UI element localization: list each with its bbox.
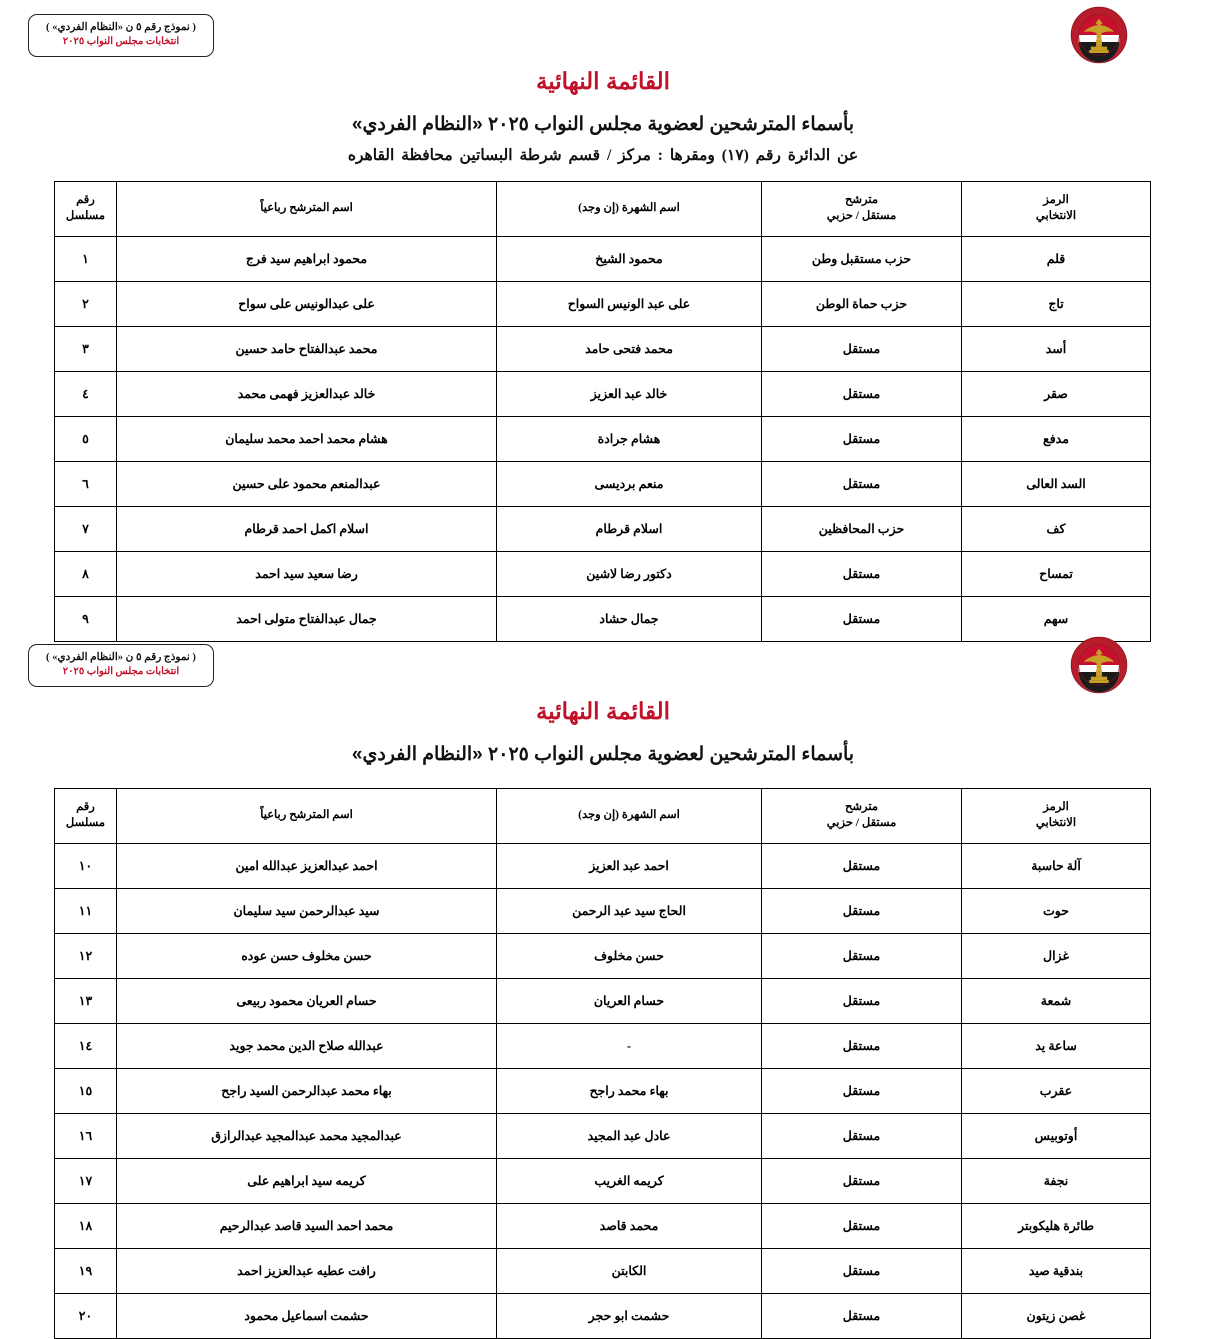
candidate-full-name: عبدالمجيد محمد عبدالمجيد عبدالرازق xyxy=(117,1114,497,1159)
candidates-table-2 xyxy=(54,788,1151,1339)
candidate-sequence-number: ١٧ xyxy=(55,1159,117,1204)
table-row xyxy=(55,417,1151,462)
candidate-symbol: مدفع xyxy=(962,417,1151,462)
candidate-symbol: غزال xyxy=(962,934,1151,979)
candidate-affiliation: مستقل xyxy=(762,844,962,889)
column-header-affiliation-line-2: مستقل / حزبي xyxy=(826,817,897,829)
table-row xyxy=(55,1024,1151,1069)
candidate-symbol: شمعة xyxy=(962,979,1151,1024)
column-header-fame-name: اسم الشهرة (إن وجد) xyxy=(497,789,762,844)
candidate-fame-name: كريمه الغريب xyxy=(497,1159,762,1204)
table-row xyxy=(55,282,1151,327)
district-line: عن الدائرة رقم (١٧) ومقرها : مركز / قسم شرطة البساتين محافظة القاهره xyxy=(347,147,859,164)
candidate-fame-name: عادل عبد المجيد xyxy=(497,1114,762,1159)
page-subtitle-1: بأسماء المترشحين لعضوية مجلس النواب ٢٠٢٥ «النظام الفردي» xyxy=(351,114,855,135)
candidate-sequence-number: ٩ xyxy=(55,597,117,642)
table-head-1 xyxy=(55,182,1151,237)
form-number-stamp-2 xyxy=(28,644,214,687)
candidate-sequence-number: ١ xyxy=(55,237,117,282)
candidate-fame-name: الحاج سيد عبد الرحمن xyxy=(497,889,762,934)
candidate-full-name: رضا سعيد سيد احمد xyxy=(117,552,497,597)
column-header-sequence xyxy=(55,182,117,237)
column-header-sequence-line-1: رقم xyxy=(76,801,95,814)
candidate-fame-name: هشام جرادة xyxy=(497,417,762,462)
candidate-symbol: أسد xyxy=(962,327,1151,372)
column-header-symbol-line-2: الانتخابي xyxy=(1035,817,1077,829)
column-header-full-name: اسم المترشح رباعياً xyxy=(117,182,497,237)
candidate-symbol: غصن زيتون xyxy=(962,1294,1151,1339)
candidates-table-wrapper-2 xyxy=(0,788,1206,1339)
candidate-symbol: حوت xyxy=(962,889,1151,934)
candidate-full-name: عبدالله صلاح الدين محمد جويد xyxy=(117,1024,497,1069)
candidate-fame-name: دكتور رضا لاشين xyxy=(497,552,762,597)
candidate-affiliation: مستقل xyxy=(762,1159,962,1204)
candidate-full-name: رافت عطيه عبدالعزيز احمد xyxy=(117,1249,497,1294)
column-header-affiliation xyxy=(762,182,962,237)
candidate-sequence-number: ١٦ xyxy=(55,1114,117,1159)
national-election-authority-logo-icon xyxy=(1070,6,1128,64)
candidate-fame-name: على عبد الونيس السواح xyxy=(497,282,762,327)
candidate-full-name: هشام محمد احمد محمد سليمان xyxy=(117,417,497,462)
candidate-full-name: على عبدالونيس على سواح xyxy=(117,282,497,327)
candidate-symbol: آلة حاسبة xyxy=(962,844,1151,889)
candidate-fame-name: محمد قاصد xyxy=(497,1204,762,1249)
candidate-symbol: السد العالى xyxy=(962,462,1151,507)
candidate-symbol: قلم xyxy=(962,237,1151,282)
table-row xyxy=(55,1204,1151,1249)
page-title-2: القائمة النهائية xyxy=(535,698,671,724)
sheet-header-1 xyxy=(0,0,1206,62)
table-row xyxy=(55,1114,1151,1159)
table-row xyxy=(55,1069,1151,1114)
candidate-affiliation: حزب حماة الوطن xyxy=(762,282,962,327)
candidate-sequence-number: ١٤ xyxy=(55,1024,117,1069)
column-header-symbol-line-1: الرمز xyxy=(1043,801,1069,814)
column-header-symbol-line-1: الرمز xyxy=(1043,194,1069,207)
candidate-affiliation: مستقل xyxy=(762,327,962,372)
document-page-1 xyxy=(0,0,1206,630)
column-header-sequence-line-2: مسلسل xyxy=(65,210,106,222)
column-header-sequence-line-2: مسلسل xyxy=(65,817,106,829)
candidate-fame-name: بهاء محمد راجح xyxy=(497,1069,762,1114)
candidate-sequence-number: ١٣ xyxy=(55,979,117,1024)
candidate-full-name: خالد عبدالعزيز فهمى محمد xyxy=(117,372,497,417)
candidate-sequence-number: ٨ xyxy=(55,552,117,597)
table-row xyxy=(55,934,1151,979)
candidate-fame-name: - xyxy=(497,1024,762,1069)
candidate-sequence-number: ١٨ xyxy=(55,1204,117,1249)
candidates-table-1 xyxy=(54,181,1151,642)
column-header-full-name: اسم المترشح رباعياً xyxy=(117,789,497,844)
column-header-affiliation xyxy=(762,789,962,844)
table-row xyxy=(55,844,1151,889)
candidate-symbol: بندقية صيد xyxy=(962,1249,1151,1294)
candidate-full-name: محمود ابراهيم سيد فرج xyxy=(117,237,497,282)
table-row xyxy=(55,552,1151,597)
column-header-fame-name: اسم الشهرة (إن وجد) xyxy=(497,182,762,237)
candidates-table-wrapper-1 xyxy=(0,181,1206,642)
candidate-symbol: عقرب xyxy=(962,1069,1151,1114)
candidate-full-name: محمد احمد السيد قاصد عبدالرحيم xyxy=(117,1204,497,1249)
table-header-row xyxy=(55,182,1151,237)
form-stamp-line-1: ( نموذج رقم ٥ ن «النظام الفردي» ) xyxy=(46,22,196,33)
table-row xyxy=(55,372,1151,417)
table-row xyxy=(55,237,1151,282)
candidate-symbol: سهم xyxy=(962,597,1151,642)
candidate-affiliation: مستقل xyxy=(762,1114,962,1159)
table-header-row xyxy=(55,789,1151,844)
candidate-fame-name: حسن مخلوف xyxy=(497,934,762,979)
candidate-sequence-number: ٢ xyxy=(55,282,117,327)
candidate-fame-name: احمد عبد العزيز xyxy=(497,844,762,889)
candidate-symbol: نجفة xyxy=(962,1159,1151,1204)
candidate-symbol: طائرة هليكوبتر xyxy=(962,1204,1151,1249)
candidate-fame-name: جمال حشاد xyxy=(497,597,762,642)
candidate-full-name: جمال عبدالفتاح متولى احمد xyxy=(117,597,497,642)
candidate-sequence-number: ٢٠ xyxy=(55,1294,117,1339)
candidate-sequence-number: ٦ xyxy=(55,462,117,507)
candidate-symbol: تمساح xyxy=(962,552,1151,597)
candidate-symbol: ساعة يد xyxy=(962,1024,1151,1069)
candidate-full-name: محمد عبدالفتاح حامد حسين xyxy=(117,327,497,372)
candidate-full-name: كريمه سيد ابراهيم على xyxy=(117,1159,497,1204)
candidate-fame-name: حشمت ابو حجر xyxy=(497,1294,762,1339)
candidate-affiliation: مستقل xyxy=(762,889,962,934)
column-header-sequence xyxy=(55,789,117,844)
table-body-2 xyxy=(55,844,1151,1339)
table-row xyxy=(55,889,1151,934)
candidate-affiliation: مستقل xyxy=(762,372,962,417)
candidate-sequence-number: ٧ xyxy=(55,507,117,552)
candidate-affiliation: مستقل xyxy=(762,934,962,979)
candidate-affiliation: مستقل xyxy=(762,1024,962,1069)
candidate-affiliation: مستقل xyxy=(762,1294,962,1339)
candidate-affiliation: مستقل xyxy=(762,552,962,597)
candidate-symbol: صقر xyxy=(962,372,1151,417)
candidate-symbol: كف xyxy=(962,507,1151,552)
candidate-affiliation: مستقل xyxy=(762,1204,962,1249)
candidate-sequence-number: ١٥ xyxy=(55,1069,117,1114)
candidate-full-name: حسام العريان محمود ربيعى xyxy=(117,979,497,1024)
candidate-affiliation: مستقل xyxy=(762,417,962,462)
candidate-full-name: احمد عبدالعزيز عبدالله امين xyxy=(117,844,497,889)
table-row xyxy=(55,1294,1151,1339)
table-row xyxy=(55,979,1151,1024)
table-row xyxy=(55,1159,1151,1204)
table-body-1 xyxy=(55,237,1151,642)
candidate-fame-name: منعم برديسى xyxy=(497,462,762,507)
candidate-fame-name: خالد عبد العزيز xyxy=(497,372,762,417)
candidate-fame-name: الكابتن xyxy=(497,1249,762,1294)
candidate-sequence-number: ١٠ xyxy=(55,844,117,889)
table-head-2 xyxy=(55,789,1151,844)
candidate-full-name: اسلام اكمل احمد قرطام xyxy=(117,507,497,552)
column-header-symbol xyxy=(962,182,1151,237)
column-header-symbol xyxy=(962,789,1151,844)
candidate-full-name: عبدالمنعم محمود على حسين xyxy=(117,462,497,507)
candidate-full-name: حسن مخلوف حسن عوده xyxy=(117,934,497,979)
column-header-symbol-line-2: الانتخابي xyxy=(1035,210,1077,222)
candidate-affiliation: مستقل xyxy=(762,597,962,642)
candidate-full-name: بهاء محمد عبدالرحمن السيد راجح xyxy=(117,1069,497,1114)
candidate-symbol: أوتوبيس xyxy=(962,1114,1151,1159)
candidate-symbol: تاج xyxy=(962,282,1151,327)
table-row xyxy=(55,507,1151,552)
form-number-stamp xyxy=(28,14,214,57)
candidate-fame-name: حسام العريان xyxy=(497,979,762,1024)
candidate-affiliation: مستقل xyxy=(762,1249,962,1294)
candidate-affiliation: حزب مستقبل وطن xyxy=(762,237,962,282)
page-subtitle-2: بأسماء المترشحين لعضوية مجلس النواب ٢٠٢٥ «النظام الفردي» xyxy=(351,744,855,765)
candidate-sequence-number: ١١ xyxy=(55,889,117,934)
candidate-affiliation: مستقل xyxy=(762,1069,962,1114)
candidate-sequence-number: ١٢ xyxy=(55,934,117,979)
candidate-affiliation: مستقل xyxy=(762,979,962,1024)
page-title-1: القائمة النهائية xyxy=(535,68,671,94)
candidate-affiliation: حزب المحافظين xyxy=(762,507,962,552)
form-stamp-line-2: انتخابات مجلس النواب ٢٠٢٥ xyxy=(62,36,180,48)
table-row xyxy=(55,327,1151,372)
national-election-authority-logo-icon-2 xyxy=(1070,636,1128,694)
candidate-fame-name: محمد فتحى حامد xyxy=(497,327,762,372)
candidate-sequence-number: ١٩ xyxy=(55,1249,117,1294)
candidate-fame-name: اسلام قرطام xyxy=(497,507,762,552)
table-row xyxy=(55,462,1151,507)
candidate-sequence-number: ٣ xyxy=(55,327,117,372)
column-header-affiliation-line-1: مترشح xyxy=(844,801,879,814)
candidate-affiliation: مستقل xyxy=(762,462,962,507)
column-header-affiliation-line-1: مترشح xyxy=(844,194,879,207)
column-header-affiliation-line-2: مستقل / حزبي xyxy=(826,210,897,222)
table-row xyxy=(55,1249,1151,1294)
form-stamp-2-line-2: انتخابات مجلس النواب ٢٠٢٥ xyxy=(62,666,180,678)
document-page-2 xyxy=(0,630,1206,1323)
sheet-header-2 xyxy=(0,630,1206,692)
candidate-sequence-number: ٥ xyxy=(55,417,117,462)
candidate-fame-name: محمود الشيخ xyxy=(497,237,762,282)
column-header-sequence-line-1: رقم xyxy=(76,194,95,207)
candidate-full-name: سيد عبدالرحمن سيد سليمان xyxy=(117,889,497,934)
form-stamp-2-line-1: ( نموذج رقم ٥ ن «النظام الفردي» ) xyxy=(46,652,196,663)
candidate-full-name: حشمت اسماعيل محمود xyxy=(117,1294,497,1339)
candidate-sequence-number: ٤ xyxy=(55,372,117,417)
